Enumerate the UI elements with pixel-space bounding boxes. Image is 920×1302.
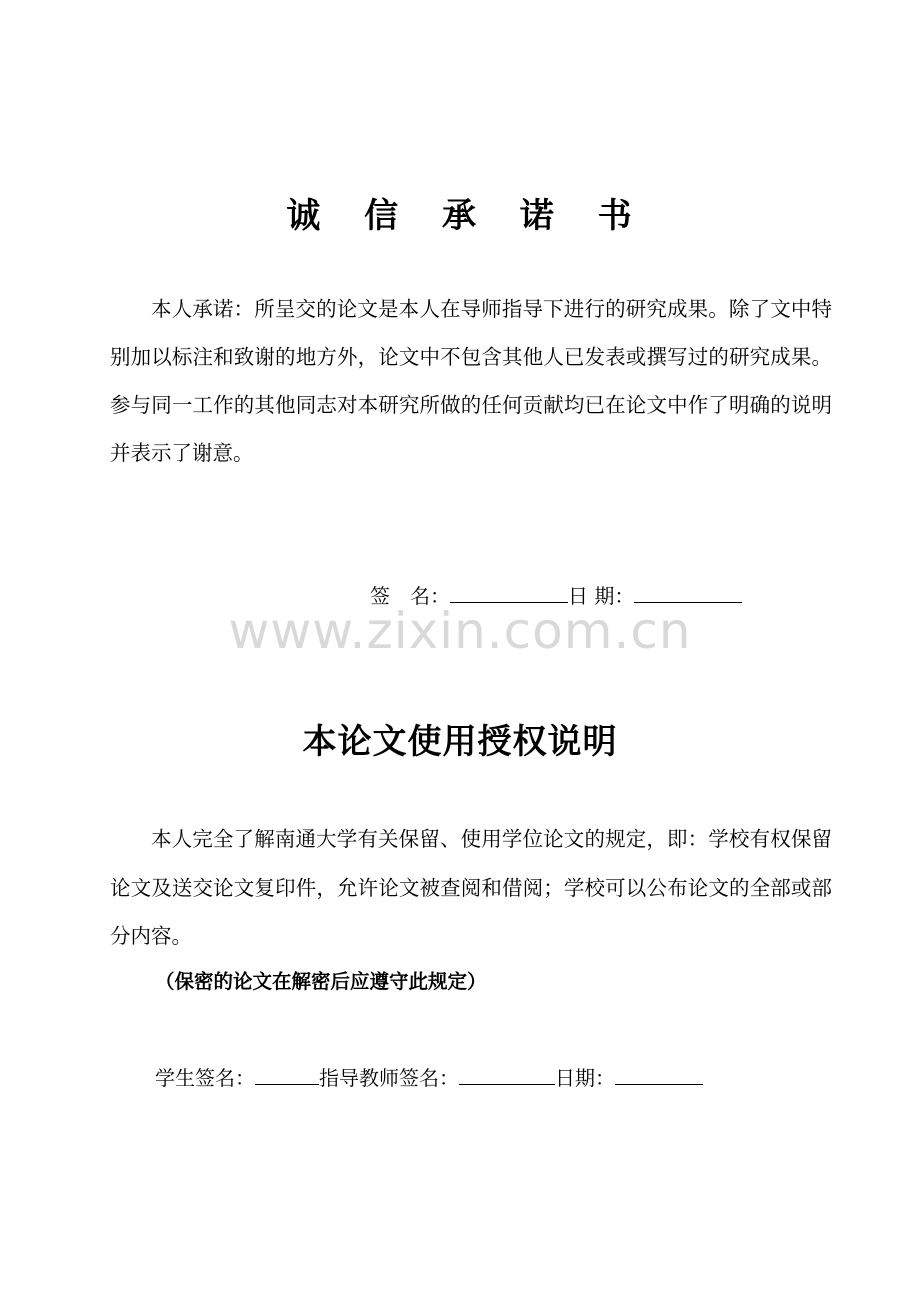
authorization-body: 本人完全了解南通大学有关保留、使用学位论文的规定，即：学校有权保留论文及送交论文复印件，允许论文被查阅和借阅；学校可以公布论文的全部或部分内容。 (110, 827, 832, 948)
student-signature-blank[interactable] (255, 1062, 319, 1085)
date-label: 日 期： (568, 584, 635, 608)
student-signature-label: 学生签名： (155, 1066, 255, 1090)
signature-label: 签 名： (370, 584, 450, 608)
date-blank[interactable] (634, 580, 742, 603)
integrity-pledge-body: 本人承诺：所呈交的论文是本人在导师指导下进行的研究成果。除了文中特别加以标注和致谢的地方外，论文中不包含其他人已发表或撰写过的研究成果。参与同一工作的其他同志对本研究所做的任何贡献均已在论文中作了明确的说明并表示了谢意。 (110, 297, 832, 465)
advisor-signature-blank[interactable] (459, 1062, 555, 1085)
authorization-title: 本论文使用授权说明 (302, 722, 618, 762)
authorization-signature-line (155, 1062, 703, 1094)
authorization-date-blank[interactable] (615, 1062, 703, 1085)
integrity-pledge-title: 诚 信 承 诺 书 (286, 196, 648, 236)
confidential-note: （保密的论文在解密后应遵守此规定） (155, 970, 487, 993)
watermark: www.zixin.com.cn (228, 602, 692, 660)
signature-blank[interactable] (450, 580, 568, 603)
advisor-signature-label: 指导教师签名： (319, 1066, 459, 1090)
authorization-date-label: 日期： (555, 1066, 615, 1090)
